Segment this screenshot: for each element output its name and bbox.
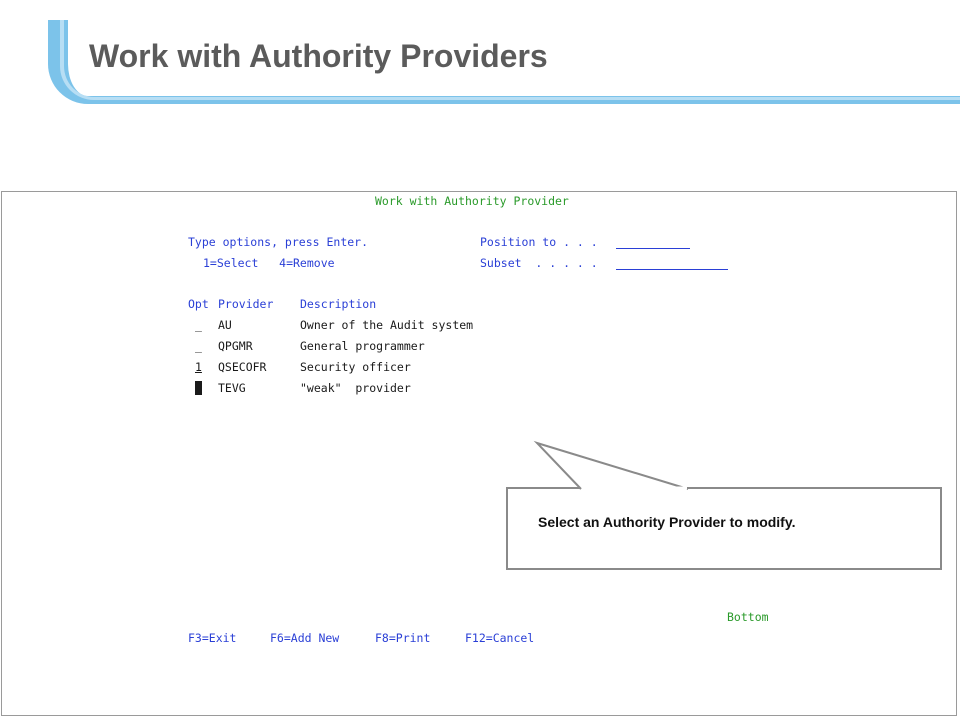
position-to-input[interactable] (616, 235, 690, 249)
column-header-description: Description (300, 297, 377, 311)
f3-exit-key[interactable]: F3=Exit (188, 631, 237, 645)
f12-cancel-key[interactable]: F12=Cancel (465, 631, 535, 645)
subset-input[interactable] (616, 256, 728, 270)
text-cursor[interactable] (195, 381, 202, 395)
column-header-opt: Opt (188, 297, 209, 311)
position-to-underline (616, 248, 690, 249)
table-row-provider: QPGMR (218, 339, 253, 353)
table-row-description: "weak" provider (300, 381, 411, 395)
options-legend: 1=Select 4=Remove (203, 256, 335, 270)
screen-title: Work with Authority Provider (375, 194, 569, 208)
table-row-provider: QSECOFR (218, 360, 267, 374)
row-opt-input[interactable]: _ (195, 339, 202, 353)
row-opt-input[interactable]: 1 (195, 360, 202, 374)
table-row-description: Security officer (300, 360, 411, 374)
slide-title: Work with Authority Providers (89, 38, 548, 74)
subset-label: Subset . . . . . (480, 256, 598, 270)
table-row-description: Owner of the Audit system (300, 318, 474, 332)
more-indicator: Bottom (727, 610, 769, 624)
instructions-text: Type options, press Enter. (188, 235, 369, 249)
row-opt-input[interactable]: _ (195, 318, 202, 332)
column-header-provider: Provider (218, 297, 274, 311)
table-row-description: General programmer (300, 339, 425, 353)
f6-add-new-key[interactable]: F6=Add New (270, 631, 340, 645)
position-to-label: Position to . . . (480, 235, 598, 249)
table-row-provider: TEVG (218, 381, 246, 395)
f8-print-key[interactable]: F8=Print (375, 631, 431, 645)
callout-text: Select an Authority Provider to modify. (538, 514, 796, 530)
table-row-provider: AU (218, 318, 232, 332)
subset-underline (616, 269, 728, 270)
